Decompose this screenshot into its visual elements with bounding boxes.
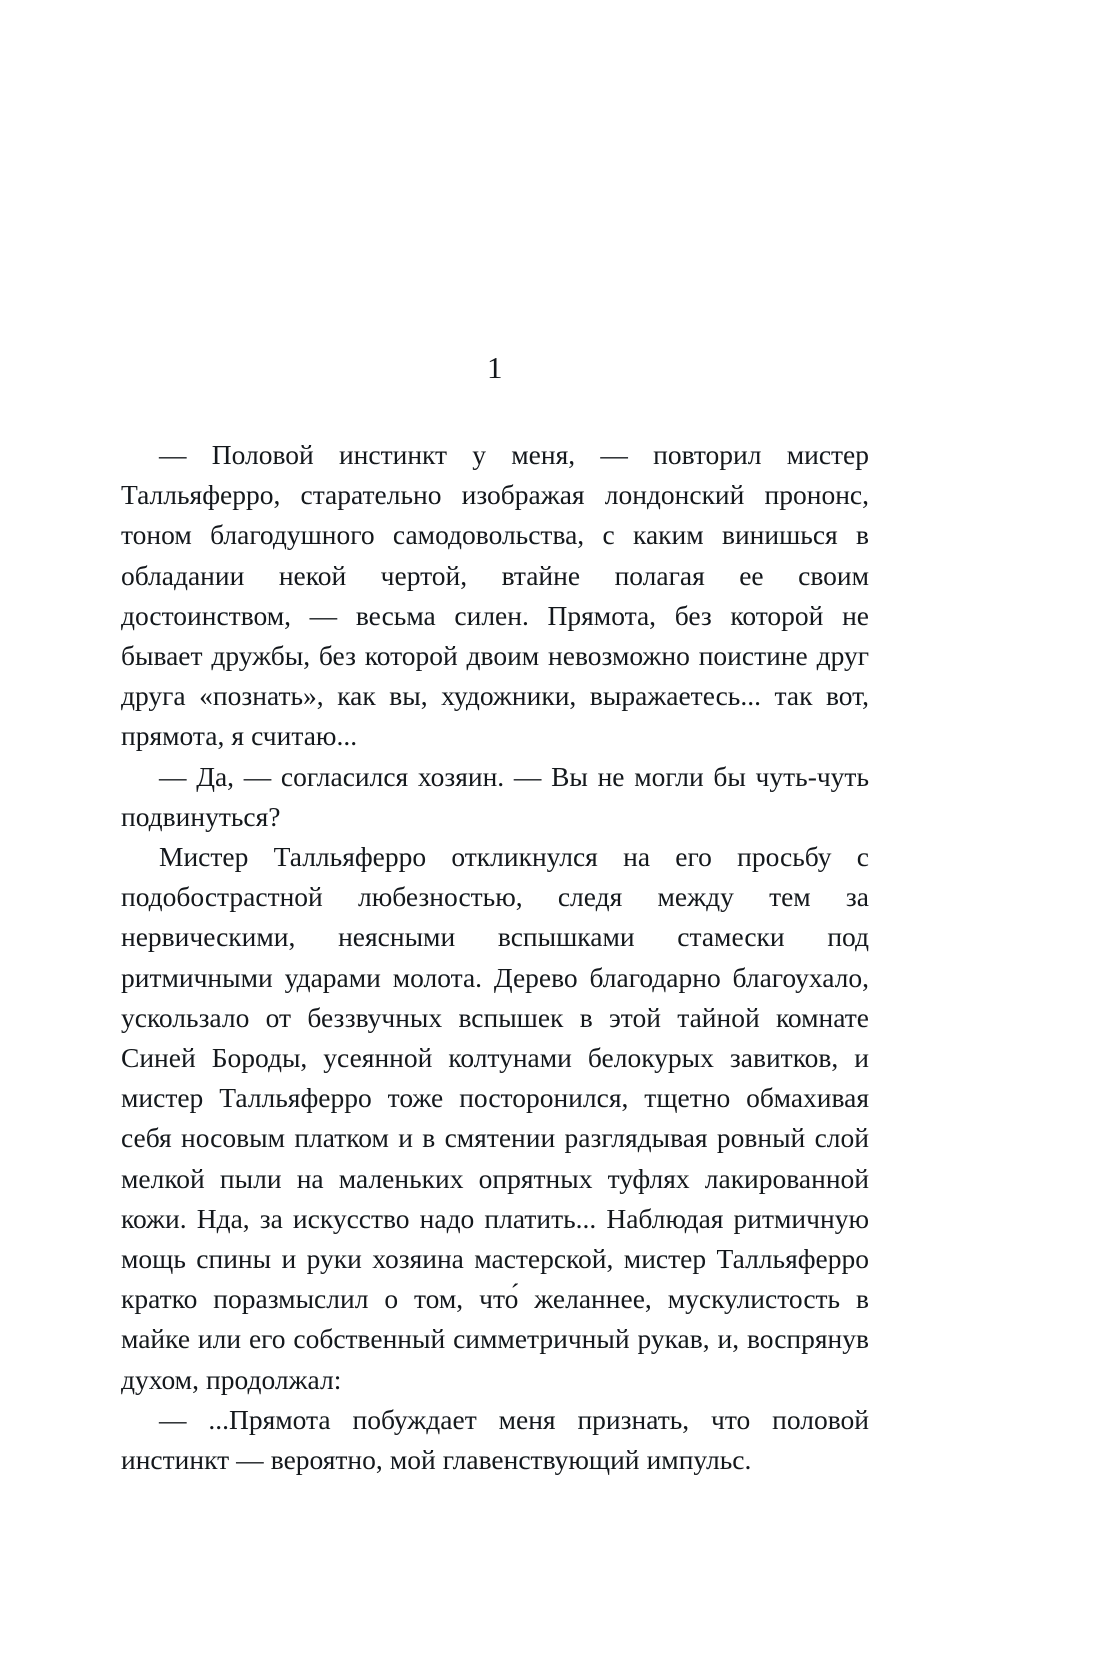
paragraph: — Половой инстинкт у меня, — повторил мистер Талльяферро, старательно изображая лондонский прононс, тоном благодушного самодовольства, с каким винишься в обладании некой чертой, втайне полагая ее своим достоинством, — весьма силен. Прямота, без которой не бывает дружбы, без которой двоим невозможно поистине друг друга «познать», как вы, художники, выражаетесь... так вот, прямота, я считаю... <box>121 439 869 752</box>
paragraph: — Да, — согласился хозяин. — Вы не могли бы чуть-чуть подвинуться? <box>121 760 869 832</box>
page-text-block <box>121 352 869 1480</box>
paragraph: Мистер Талльяферро откликнулся на его просьбу с подобострастной любезностью, следя между тем за нервическими, неясными вспышками стамески под ритмичными ударами молота. Дерево благодарно благоухало, ускользало от беззвучных вспышек в этой тайной комнате Синей Бороды, усеянной колтунами белокурых завитков, и мистер Талльяферро тоже посторонился, тщетно обмахивая себя носовым платком и в смятении разглядывая ровный слой мелкой пыли на маленьких опрятных туфлях лакированной кожи. Нда, за искусство надо платить... Наблюдая ритмичную мощь спины и руки хозяина мастерской, мистер Талльяферро кратко поразмыслил о том, что́ желаннее, мускулистость в майке или его собственный симметричный рукав, и, воспрянув духом, продолжал: <box>121 841 869 1395</box>
chapter-number: 1 <box>487 350 503 385</box>
paragraph: — ...Прямота побуждает меня признать, что половой инстинкт — вероятно, мой главенствующий импульс. <box>121 1403 869 1476</box>
